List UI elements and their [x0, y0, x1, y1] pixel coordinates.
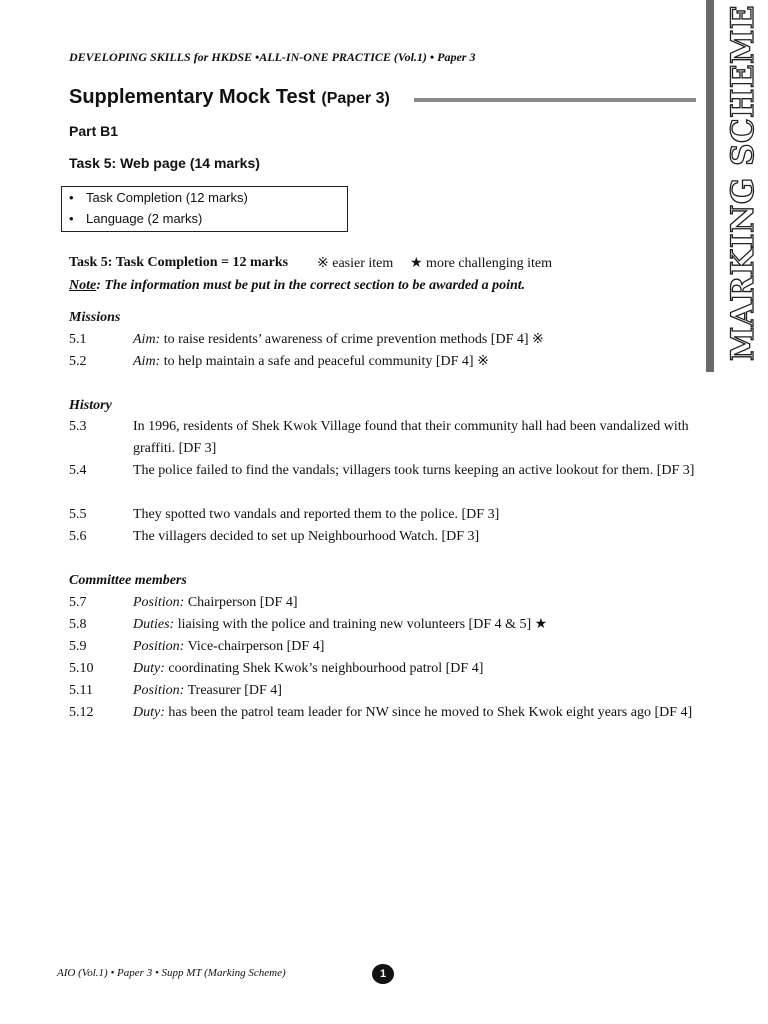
- item-text: Duties: liaising with the police and training new volunteers [DF 4 & 5] ★: [133, 617, 548, 632]
- item-number: 5.1: [69, 332, 87, 347]
- item-text: They spotted two vandals and reported them to the police. [DF 3]: [133, 507, 500, 522]
- item-text: The villagers decided to set up Neighbourhood Watch. [DF 3]: [133, 529, 480, 544]
- part-heading: Part B1: [69, 123, 119, 139]
- item-text: Aim: to raise residents’ awareness of crime prevention methods [DF 4] ※: [133, 332, 544, 347]
- item-number: 5.8: [69, 617, 87, 632]
- task-heading: Task 5: Web page (14 marks): [69, 155, 260, 171]
- side-label: MARKING SCHEME: [725, 4, 762, 361]
- item-number: 5.4: [69, 463, 87, 478]
- item-number: 5.7: [69, 595, 87, 610]
- item-number: 5.2: [69, 354, 87, 369]
- item-text: Aim: to help maintain a safe and peaceful community [DF 4] ※: [133, 354, 489, 369]
- marks-box-item: • Language (2 marks): [69, 211, 203, 226]
- item-text: The police failed to find the vandals; villagers took turns keeping an active lookout for them. [DF 3]: [133, 463, 695, 478]
- section-title-history: History: [69, 398, 112, 413]
- title-main: Supplementary Mock Test: [69, 86, 316, 108]
- page-number-badge: 1: [372, 964, 394, 984]
- item-number: 5.6: [69, 529, 87, 544]
- title-paper: (Paper 3): [321, 90, 390, 107]
- note: Note: The information must be put in the correct section to be awarded a point.: [69, 278, 526, 293]
- item-text: Position: Treasurer [DF 4]: [133, 683, 282, 698]
- marks-box: [61, 186, 348, 232]
- running-header: DEVELOPING SKILLS for HKDSE •ALL-IN-ONE PRACTICE (Vol.1) • Paper 3: [69, 50, 476, 64]
- title-rule: [414, 98, 696, 102]
- side-bar-decoration: [706, 0, 714, 372]
- bullet-icon: •: [69, 190, 74, 205]
- marks-box-item: • Task Completion (12 marks): [69, 190, 248, 205]
- page-footer: AIO (Vol.1) • Paper 3 • Supp MT (Marking Scheme): [57, 967, 286, 979]
- item-number: 5.11: [69, 683, 93, 698]
- item-text: Duty: coordinating Shek Kwok’s neighbourhood patrol [DF 4]: [133, 661, 484, 676]
- section-title-missions: Missions: [69, 310, 121, 325]
- item-text: In 1996, residents of Shek Kwok Village found that their community hall had been vandalized with graffiti. [DF 3]: [133, 419, 689, 456]
- bullet-icon: •: [69, 211, 74, 226]
- item-number: 5.9: [69, 639, 87, 654]
- item-text: Position: Vice-chairperson [DF 4]: [133, 639, 325, 654]
- item-text: Duty: has been the patrol team leader for NW since he moved to Shek Kwok eight years ago [DF 4]: [133, 705, 693, 720]
- legend-challenging: ★ more challenging item: [410, 256, 553, 271]
- item-number: 5.10: [69, 661, 94, 676]
- item-number: 5.5: [69, 507, 87, 522]
- item-number: 5.12: [69, 705, 94, 720]
- item-text: Position: Chairperson [DF 4]: [133, 595, 298, 610]
- task-completion-heading: Task 5: Task Completion = 12 marks: [69, 255, 289, 270]
- legend-easier: ※ easier item: [317, 256, 394, 271]
- page-title: [69, 86, 390, 109]
- item-number: 5.3: [69, 419, 87, 434]
- section-title-committee: Committee members: [69, 573, 187, 588]
